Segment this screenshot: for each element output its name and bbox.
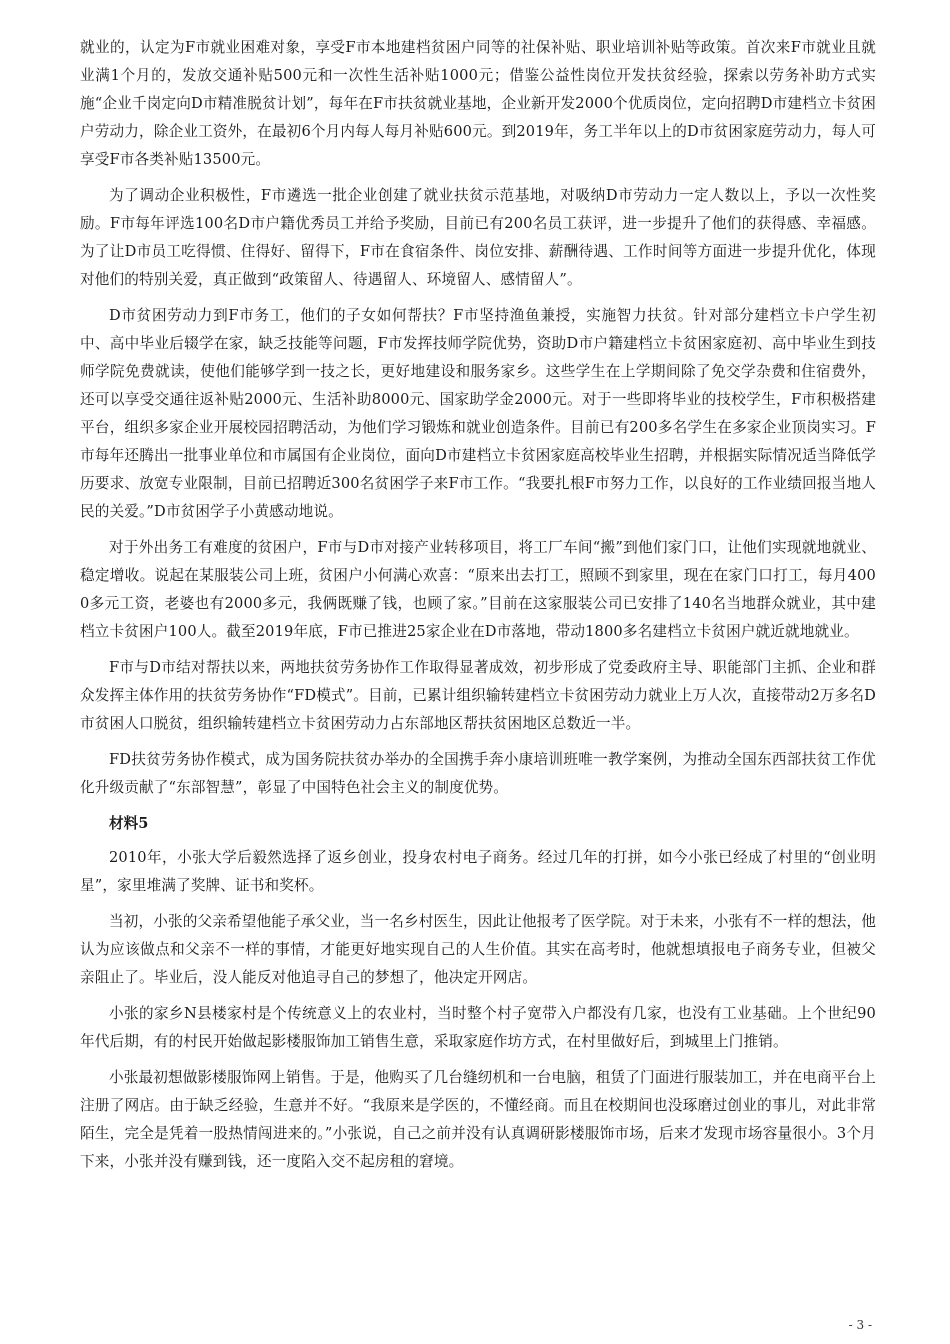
paragraph: FD扶贫劳务协作模式，成为国务院扶贫办举办的全国携手奔小康培训班唯一教学案例，为推动全国东西部扶贫工作优化升级贡献了“东部智慧”，彰显了中国特色社会主义的制度优势。 — [80, 751, 876, 796]
paragraph: 小张最初想做影楼服饰网上销售。于是，他购买了几台缝纫机和一台电脑，租赁了门面进行服装加工，并在电商平台上注册了网店。由于缺乏经验，生意并不好。“我原来是学医的，不懂经商。而且在校期间也没琢磨过创业的事儿，对此非常陌生，完全是凭着一股热情闯进来的。”小张说，自己之前并没有认真调研影楼服饰市场，后来才发现市场容量很小。3个月下来，小张并没有赚到钱，还一度陷入交不起房租的窘境。 — [80, 1069, 876, 1170]
paragraph: D市贫困劳动力到F市务工，他们的子女如何帮扶？F市坚持渔鱼兼授，实施智力扶贫。针对部分建档立卡户学生初中、高中毕业后辍学在家，缺乏技能等问题，F市发挥技师学院优势，资助D市户籍建档立卡贫困家庭初、高中毕业生到技师学院免费就读，使他们能够学到一技之长，更好地建设和服务家乡。这些学生在上学期间除了免交学杂费和住宿费外，还可以享受交通往返补贴2000元、生活补助8000元、国家助学金2000元。对于一些即将毕业的技校学生，F市积极搭建平台，组织多家企业开展校园招聘活动，为他们学习锻炼和就业创造条件。目前已有200多名学生在多家企业顶岗实习。F市每年还腾出一批事业单位和市属国有企业岗位，面向D市建档立卡贫困家庭高校毕业生招聘，并根据实际情况适当降低学历要求、放宽专业限制，目前已招聘近300名贫困学子来F市工作。“我要扎根F市努力工作，以良好的工作业绩回报当地人民的关爱。”D市贫困学子小黄感动地说。 — [80, 307, 876, 520]
page-number: - 3 - — [848, 1318, 872, 1332]
paragraph: 2010年，小张大学后毅然选择了返乡创业，投身农村电子商务。经过几年的打拼，如今小张已经成了村里的“创业明星”，家里堆满了奖牌、证书和奖杯。 — [80, 849, 876, 894]
document-page — [80, 34, 876, 1184]
paragraph-continued: 就业的，认定为F市就业困难对象，享受F市本地建档贫困户同等的社保补贴、职业培训补贴等政策。首次来F市就业且就业满1个月的，发放交通补贴500元和一次性生活补贴1000元；借鉴公益性岗位开发扶贫经验，探索以劳务补助方式实施“企业千岗定向D市精准脱贫计划”，每年在F市扶贫就业基地，企业新开发2000个优质岗位，定向招聘D市建档立卡贫困户劳动力，除企业工资外，在最初6个月内每人每月补贴600元。到2019年，务工半年以上的D市贫困家庭劳动力，每人可享受F市各类补贴13500元。 — [80, 39, 876, 168]
paragraph: 为了调动企业积极性，F市遴选一批企业创建了就业扶贫示范基地，对吸纳D市劳动力一定人数以上，予以一次性奖励。F市每年评选100名D市户籍优秀员工并给予奖励，目前已有200名员工获评，进一步提升了他们的获得感、幸福感。为了让D市员工吃得惯、住得好、留得下，F市在食宿条件、岗位安排、薪酬待遇、工作时间等方面进一步提升优化，体现对他们的特别关爱，真正做到“政策留人、待遇留人、环境留人、感情留人”。 — [80, 187, 876, 288]
paragraph: 当初，小张的父亲希望他能子承父业，当一名乡村医生，因此让他报考了医学院。对于未来，小张有不一样的想法，他认为应该做点和父亲不一样的事情，才能更好地实现自己的人生价值。其实在高考时，他就想填报电子商务专业，但被父亲阻止了。毕业后，没人能反对他追寻自己的梦想了，他决定开网店。 — [80, 913, 876, 986]
paragraph: F市与D市结对帮扶以来，两地扶贫劳务协作工作取得显著成效，初步形成了党委政府主导、职能部门主抓、企业和群众发挥主体作用的扶贫劳务协作“FD模式”。目前，已累计组织输转建档立卡贫困劳动力就业上万人次，直接带动2万多名D市贫困人口脱贫，组织输转建档立卡贫困劳动力占东部地区帮扶贫困地区总数近一半。 — [80, 659, 876, 732]
paragraph: 小张的家乡N县楼家村是个传统意义上的农业村，当时整个村子宽带入户都没有几家，也没有工业基础。上个世纪90年代后期，有的村民开始做起影楼服饰加工销售生意，采取家庭作坊方式，在村里做好后，到城里上门推销。 — [80, 1005, 876, 1050]
paragraph: 对于外出务工有难度的贫困户，F市与D市对接产业转移项目，将工厂车间“搬”到他们家门口，让他们实现就地就业、稳定增收。说起在某服装公司上班，贫困户小何满心欢喜：“原来出去打工，照顾不到家里，现在在家门口打工，每月4000多元工资，老婆也有2000多元，我俩既赚了钱，也顾了家。”目前在这家服装公司已安排了140名当地群众就业，其中建档立卡贫困户100人。截至2019年底，F市已推进25家企业在D市落地，带动1800多名建档立卡贫困户就近就地就业。 — [80, 539, 876, 640]
section-heading: 材料5 — [109, 815, 149, 832]
